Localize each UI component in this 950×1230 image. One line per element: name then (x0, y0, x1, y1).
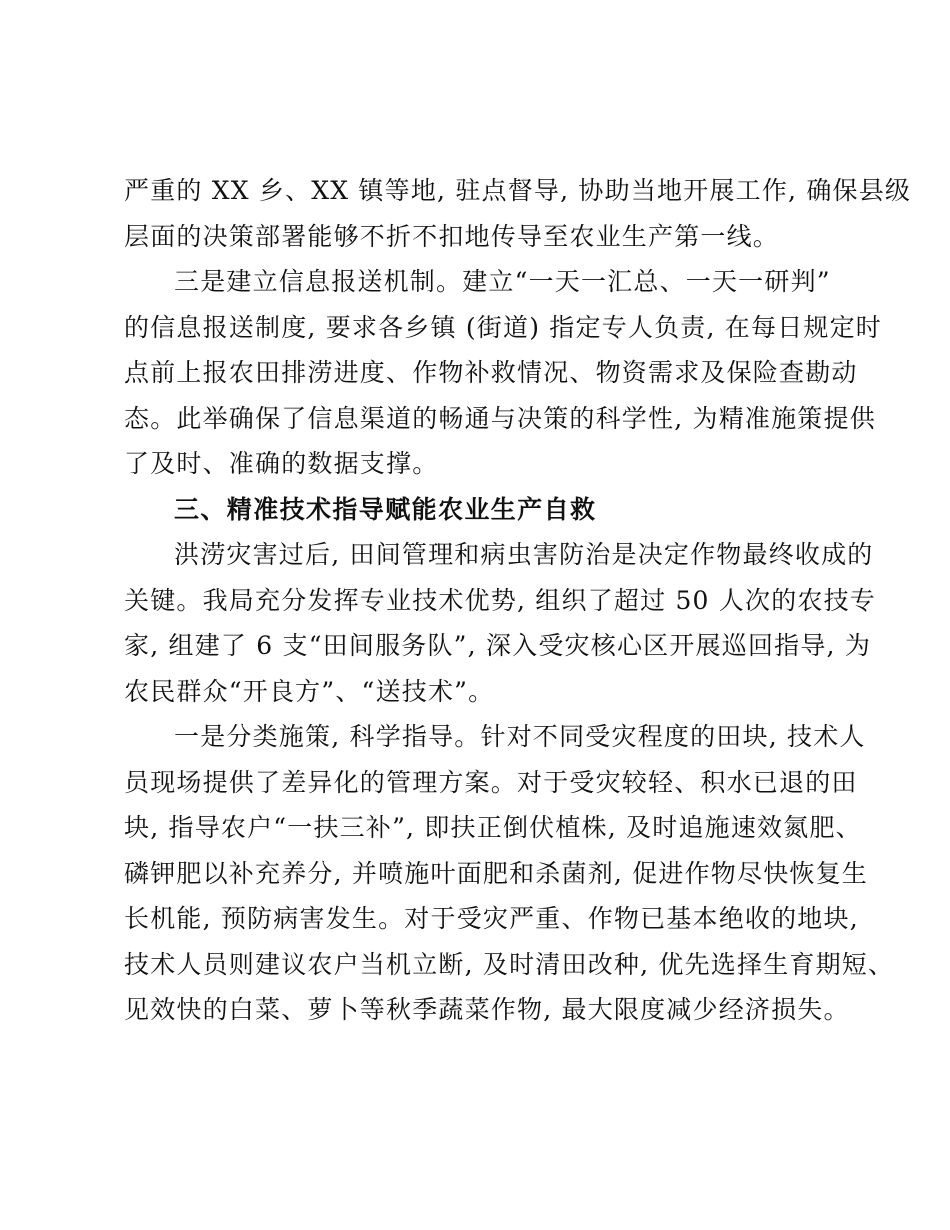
text-line: 三是建立信息报送机制。建立“一天一汇总、一天一研判” (174, 267, 831, 296)
text-line: 洪涝灾害过后, 田间管理和病虫害防治是决定作物最终收成的 (174, 540, 874, 569)
text-line: 家, 组建了 6 支“田间服务队”, 深入受灾核心区开展巡回指导, 为 (124, 631, 872, 660)
text-line: 层面的决策部署能够不折不扣地传导至农业生产第一线。 (124, 221, 780, 251)
paragraph-classified-measures (124, 714, 895, 1033)
text-line: 一是分类施策, 科学指导。针对不同受灾程度的田块, 技术人 (174, 722, 866, 751)
text-line: 技术人员则建议农户当机立断, 及时清田改种, 优先选择生育期短、 (124, 949, 895, 979)
text-line: 长机能, 预防病害发生。对于受灾严重、作物已基本绝收的地块, (124, 904, 859, 933)
text-line: 的信息报送制度, 要求各乡镇 (街道) 指定专人负责, 在每日规定时 (124, 312, 882, 342)
section-heading-text: 三、精准技术指导赋能农业生产自救 (174, 494, 597, 524)
paragraph-info-reporting (124, 259, 882, 487)
text-line: 严重的 XX 乡、XX 镇等地, 驻点督导, 协助当地开展工作, 确保县级 (124, 176, 912, 205)
text-line: 关键。我局充分发挥专业技术优势, 组织了超过 50 人次的农技专 (124, 585, 877, 615)
text-line: 了及时、准确的数据支撑。 (124, 449, 439, 478)
text-line: 态。此举确保了信息渠道的畅通与决策的科学性, 为精准施策提供 (124, 403, 876, 433)
text-line: 点前上报农田排涝进度、作物补救情况、物资需求及保险查勘动 (124, 358, 858, 387)
text-line: 磷钾肥以补充养分, 并喷施叶面肥和杀菌剂, 促进作物尽快恢复生 (124, 858, 868, 888)
text-line: 见效快的白菜、萝卜等秋季蔬菜作物, 最大限度减少经济损失。 (124, 995, 850, 1024)
document-body (124, 168, 912, 1033)
paragraph-continuation (124, 168, 912, 259)
paragraph-tech-guidance (124, 532, 877, 714)
text-line: 员现场提供了差异化的管理方案。对于受灾较轻、积水已退的田 (124, 767, 858, 797)
section-heading (124, 487, 834, 533)
text-line: 农民群众“开良方”、“送技术”。 (124, 676, 495, 706)
text-line: 块, 指导农户“一扶三补”, 即扶正倒伏植株, 及时追施速效氮肥、 (124, 813, 862, 842)
